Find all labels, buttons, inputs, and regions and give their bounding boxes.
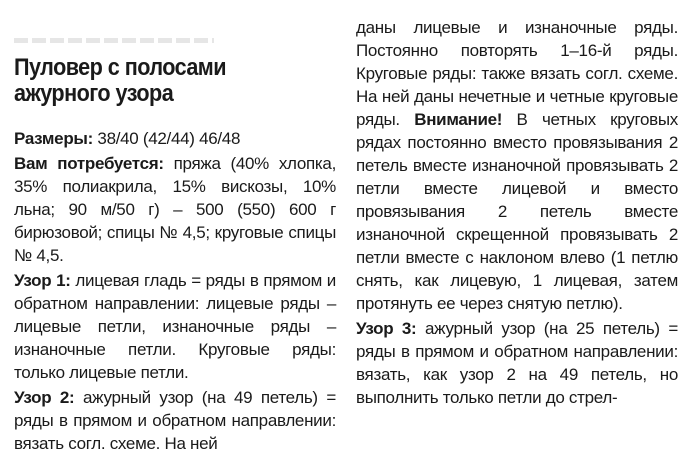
pattern3-label: Узор 3: xyxy=(356,319,417,338)
continuation-paragraph xyxy=(356,16,678,315)
attention-label: Внимание! xyxy=(414,110,503,129)
title-line-2: ажурного узора xyxy=(14,80,174,107)
pattern2-text: ажурный узор (на 49 петель) = ряды в прямом и обратном направлении: вязать согл. схеме. На ней xyxy=(14,388,336,453)
continuation-text: даны лицевые и изнаночные ряды. Постоянно повторять 1–16-й ряды. Круговые ряды: также вязать согл. схеме. На ней даны нечетные и четные круговые ряды. xyxy=(356,18,678,129)
materials-label: Вам потребуется: xyxy=(14,154,164,173)
article-title xyxy=(14,55,304,107)
pattern2-label: Узор 2: xyxy=(14,388,75,407)
materials-paragraph xyxy=(14,152,336,267)
sizes-paragraph xyxy=(14,127,336,150)
header-decoration-bar xyxy=(14,38,214,43)
title-line-1: Пуловер с полосами xyxy=(14,54,226,81)
sizes-label: Размеры: xyxy=(14,129,93,148)
pattern3-paragraph xyxy=(356,317,678,409)
pattern1-text: лицевая гладь = ряды в прямом и обратном направлении: лицевые ряды – лицевые петли, изнаночные ряды – изнаночные петли. Круговые ряды: только лицевые петли. xyxy=(14,271,336,382)
left-column xyxy=(14,127,336,457)
pattern1-label: Узор 1: xyxy=(14,271,71,290)
pattern1-paragraph xyxy=(14,269,336,384)
pattern2-paragraph xyxy=(14,386,336,455)
materials-text: пряжа (40% хлопка, 35% полиакрила, 15% вискозы, 10% льна; 90 м/50 г) – 500 (550) 600 г бирюзовой; спицы № 4,5; круговые спицы № 4,5. xyxy=(14,154,336,265)
attention-text: В четных круговых рядах постоянно вместо провязывания 2 петель вместе изнаночной провязывать 2 петли вместе лицевой и вместо провязывания 2 петель вместе изнаночной скрещенной провязывать 2 петли вместе с наклоном влево (1 петлю снять, как лицевую, 1 лицевая, затем протянуть ее через снятую петлю). xyxy=(356,110,678,313)
right-column xyxy=(356,16,678,411)
sizes-text: 38/40 (42/44) 46/48 xyxy=(93,129,241,148)
pattern3-text: ажурный узор (на 25 петель) = ряды в прямом и обратном направлении: вязать, как узор 2 на 49 петель, но выполнить только петли до стрел- xyxy=(356,319,678,407)
